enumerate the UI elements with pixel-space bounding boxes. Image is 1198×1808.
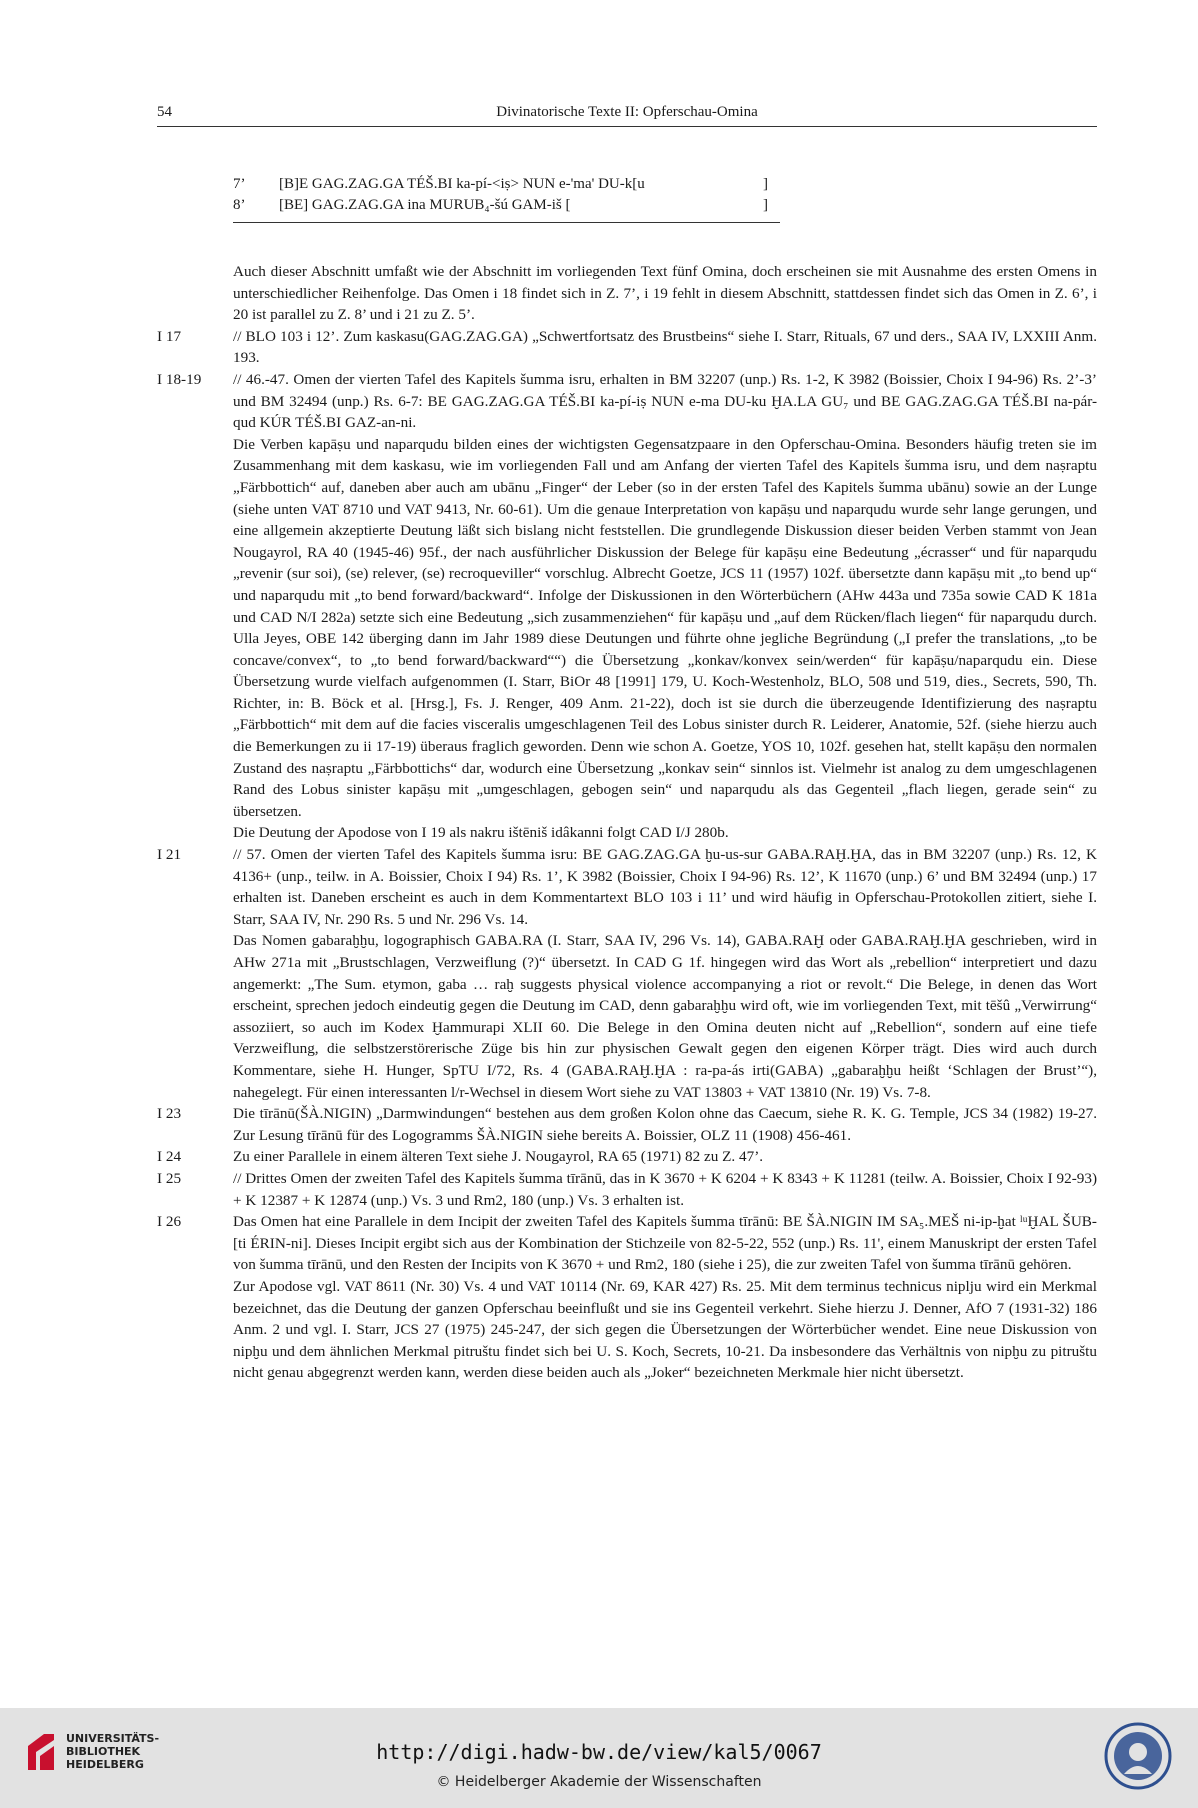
commentary-intro xyxy=(157,261,1097,326)
line-reference: I 17 xyxy=(157,327,182,345)
commentary-entry xyxy=(157,1146,1097,1168)
line-number: 8’ xyxy=(233,197,246,213)
commentary xyxy=(157,261,1097,1384)
commentary-entry xyxy=(157,844,1097,1103)
commentary-entry xyxy=(157,369,1097,844)
line-bracket: ] xyxy=(763,197,768,213)
commentary-entry xyxy=(157,1211,1097,1384)
footer-bar xyxy=(0,1708,1198,1808)
paragraph: Das Nomen gabaraḫḫu, logographisch GABA.RA (I. Starr, SAA IV, 296 Vs. 14), GABA.RAḪ oder GABA.RAḪ.ḪA geschrieben, wird in AHw 271a mit „Brustschlagen, Verzweiflung (?)“ übersetzt. In CAD G 1f. hingegen wird das Wort als „rebellion“ interpretiert und dazu angemerkt: „The Sum. etymon, gaba … raḫ suggests physical violence accompanying a riot or revolt.“ Die Belege, in denen das Wort erscheint, sprechen jedoch eindeutig gegen die Deutung im CAD, denn gabaraḫḫu wird oft, wie im vorliegenden Text, mit tēšû „Verwirrung“ assoziiert, so auch im Kodex Ḫammurapi XLII 60. Die Belege in den Omina deuten nicht auf „Rebellion“, sondern auf eine tiefe Verzweiflung, die selbstzerstörerische Züge bis hin zur physischen Gewalt gegen den eigenen Körper trägt. Dies wird auch durch Kommentare, siehe H. Hunger, SpTU I/72, Rs. 4 (GABA.RAḪ.ḪA : ra-pa-ás irti(GABA) „gabaraḫḫu heißt ‘Schlagen der Brust’“), nahegelegt. Für einen interessanten l/r-Wechsel in diesem Wort siehe zu VAT 13803 + VAT 13810 (Nr. 19) Vs. 7-8. xyxy=(233,932,1097,1101)
line-transliteration: [B]E GAG.ZAG.GA TÉŠ.BI ka-pí-<iṣ> NUN e-'ma' DU-k[u xyxy=(279,176,645,192)
excerpt-line xyxy=(233,195,780,216)
library-name-line: BIBLIOTHEK xyxy=(66,1745,141,1758)
paragraph: // BLO 103 i 12’. Zum kaskasu(GAG.ZAG.GA) „Schwertfortsatz des Brustbeins“ siehe I. Starr, Rituals, 67 und ders., SAA IV, LXXIII Anm. 193. xyxy=(233,327,1097,367)
page-header xyxy=(157,104,1097,127)
paragraph: // Drittes Omen der zweiten Tafel des Kapitels šumma tīrānū, das in K 3670 + K 6204 + K 8343 + K 11281 (teilw. A. Boissier, Choix I 92-93) + K 12387 + K 12874 (unp.) Vs. 3 und Rm2, 180 (unp.) Vs. 3 erhalten ist. xyxy=(233,1169,1097,1209)
commentary-entry xyxy=(157,1168,1097,1211)
paragraph: Die Deutung der Apodose von I 19 als nakru ištēniš idâkanni folgt CAD I/J 280b. xyxy=(233,824,729,842)
line-reference: I 23 xyxy=(157,1105,182,1123)
paragraph: Das Omen hat eine Parallele in dem Incipit der zweiten Tafel des Kapitels šumma tīrānū: BE ŠÀ.NIGIN IM SA₅.MEŠ ni-ip-ḫat ˡᵘḪAL ŠUB-[ti ÉRIN-ni]. Dieses Incipit ergibt sich aus der Kombination der Stichzeile von 82-5-22, 552 (unp.) Rs. 11', einem Manuskript der ersten Tafel von šumma tīrānū, und den Resten der Incipits von K 3670 + und Rm2, 180 (siehe i 25), die zur zweiten Tafel von šumma tīrānū gehören. xyxy=(233,1213,1097,1274)
paragraph: Die tīrānū(ŠÀ.NIGIN) „Darmwindungen“ bestehen aus dem großen Kolon ohne das Caecum, siehe R. K. G. Temple, JCS 34 (1982) 19-27. Zur Lesung tīrānū für des Logogramms ŠÀ.NIGIN siehe bereits A. Boissier, OLZ 11 (1908) 456-461. xyxy=(233,1105,1097,1144)
text-excerpt xyxy=(233,174,780,223)
paragraph: Zur Apodose vgl. VAT 8611 (Nr. 30) Vs. 4 und VAT 10114 (Nr. 69, KAR 427) Rs. 25. Mit dem terminus technicus niplju wird ein Merkmal bezeichnet, das die Deutung der ganzen Opferschau beeinflußt und sie ins Gegenteil verkehrt. Siehe hierzu J. Denner, AfO 7 (1931-32) 186 Anm. 2 und vgl. I. Starr, JCS 27 (1975) 245-247, der sich gegen die Übersetzungen der Wörterbücher wendet. Eine neue Diskussion von nipḫu und dem ähnlichen Merkmal pitruštu findet sich bei U. S. Koch, Secrets, 10-21. Da insbesondere das Verhältnis von nipḫu zu pitruštu nicht genau abgegrenzt werden kann, werden diese beiden auch als „Joker“ bezeichneten Merkmale hier nicht übersetzt. xyxy=(233,1277,1097,1382)
paragraph: Die Verben kapāṣu und naparqudu bilden eines der wichtigsten Gegensatzpaare in den Opferschau-Omina. Besonders häufig treten sie im Zusammenhang mit dem kaskasu, wie im vorliegenden Fall und am Anfang der vierten Tafel des Kapitels šumma isru, und dem naṣraptu „Färbbottich“ auf, daneben aber auch am ubānu „Finger“ der Leber (so in der ersten Tafel des Kapitels šumma ubānu) sowie an der Lunge (siehe unten VAT 8710 und VAT 9413, Nr. 60-61). Um die genaue Interpretation von kapāṣu und naparqudu wurde sehr lange gerungen, und eine allgemein akzeptierte Deutung läßt sich bislang nicht feststellen. Die grundlegende Diskussion dieser beiden Verben stammt von Jean Nougayrol, RA 40 (1945-46) 95f., der nach ausführlicher Diskussion der Belege für kapāṣu eine Bedeutung „écrasser“ und für naparqudu „revenir (sur soi), (se) relever, (se) recroqueviller“ vorschlug. Albrecht Goetze, JCS 11 (1957) 102f. übersetzte dann kapāṣu mit „to bend up“ und naparqudu mit „to bend forward/backward“. Infolge der Diskussionen in den Wörterbüchern (AHw 443a und 735a sowie CAD K 181a und CAD N/I 282a) setzte sich eine Bedeutung „sich zusammenziehen“ für kapāṣu und „auf dem Rücken/flach liegen“ für naparqudu durch. Ulla Jeyes, OBE 142 überging dann im Jahr 1989 diese Deutungen und führte ohne jegliche Begründung („I prefer the translations, „to be concave/convex“, to „to bend forward/backward““) die Übersetzung „konkav/konvex sein/werden“ für kapāṣu/naparqudu ein. Diese Übersetzung wurde vielfach aufgenommen (I. Starr, BiOr 48 [1991] 179, U. Koch-Westenholz, BLO, 508 und 519, dies., Secrets, 590, Th. Richter, in: B. Böck et al. [Hrsg.], Fs. J. Renger, 409 Anm. 21-22), doch ist sie durch die überzeugende Identifizierung des naṣraptu „Färbbottich“ mit dem auf die facies visceralis umgeschlagenen Teil des Lobus sinister durch R. Leiderer, Anatomie, 52f. (siehe hierzu auch die Bemerkungen zu ii 17-19) überaus fraglich geworden. Denn wie schon A. Goetze, YOS 10, 102f. gesehen hat, stellt kapāṣu den normalen Zustand des naṣraptu „Färbbottichs“ dar, wodurch eine Übersetzung „konkav sein“ sinnlos ist. Vielmehr ist analog zu dem umgeschlagenen Rand des Lobus sinister kapāṣu mit „umgeschlagen, gebogen sein“ und naparqudu als das Gegenteil „flach liegen, gerade sein“ zu übersetzen. xyxy=(233,435,1097,820)
academy-seal-icon xyxy=(1104,1722,1172,1790)
line-reference: I 25 xyxy=(157,1169,182,1187)
commentary-entry xyxy=(157,1103,1097,1146)
line-reference: I 26 xyxy=(157,1213,182,1231)
library-name-line: UNIVERSITÄTS- xyxy=(66,1732,160,1745)
permalink-url[interactable]: http://digi.hadw-bw.de/view/kal5/0067 xyxy=(376,1740,822,1764)
line-transliteration: [BE] GAG.ZAG.GA ina MURUB₄-šú GAM-iš [ xyxy=(279,197,571,213)
paragraph: Zu einer Parallele in einem älteren Text siehe J. Nougayrol, RA 65 (1971) 82 zu Z. 47’. xyxy=(233,1148,764,1166)
running-title: Divinatorische Texte II: Opferschau-Omina xyxy=(496,104,758,120)
commentary-entry xyxy=(157,326,1097,369)
library-name-line: HEIDELBERG xyxy=(66,1758,144,1771)
line-reference: I 18-19 xyxy=(157,370,202,388)
paragraph: // 46.-47. Omen der vierten Tafel des Kapitels šumma isru, erhalten in BM 32207 (unp.) Rs. 1-2, K 3982 (Boissier, Choix I 94-96) Rs. 2’-3’ und BM 32494 (unp.) Rs. 6-7: BE GAG.ZAG.GA TÉŠ.BI ka-pí-iṣ NUN e-ma DU-ku ḪA.LA GU₇ und BE GAG.ZAG.GA TÉŠ.BI na-pár-qud KÚR TÉŠ.BI GAZ-an-ni. xyxy=(233,370,1097,432)
paragraph: // 57. Omen der vierten Tafel des Kapitels šumma isru: BE GAG.ZAG.GA ḫu-us-sur GABA.RAḪ.ḪA, das in BM 32207 (unp.) Rs. 12, K 4136+ (unp., teilw. in A. Boissier, Choix I 94) Rs. 1’, K 3982 (Boissier, Choix I 94-96) Rs. 12’, K 11670 (unp.) 6’ und BM 32494 (unp.) 17 erhalten ist. Daneben erscheint es auch in dem Kommentartext BLO 103 i 11’ und wird häufig in Opferschau-Protokollen zitiert, siehe I. Starr, SAA IV, Nr. 290 Rs. 5 und Nr. 296 Vs. 14. xyxy=(233,846,1097,928)
page-number: 54 xyxy=(157,104,172,120)
line-reference: I 21 xyxy=(157,846,182,864)
line-bracket: ] xyxy=(763,176,768,192)
copyright-notice: © Heidelberger Akademie der Wissenschaften xyxy=(436,1774,762,1790)
excerpt-line xyxy=(233,174,780,195)
line-reference: I 24 xyxy=(157,1148,182,1166)
paragraph: Auch dieser Abschnitt umfaßt wie der Abschnitt im vorliegenden Text fünf Omina, doch erscheinen sie mit Ausnahme des ersten Omens in unterschiedlicher Reihenfolge. Das Omen i 18 findet sich in Z. 7’, i 19 fehlt in diesem Abschnitt, stattdessen findet sich das Omen in Z. 6’, i 20 ist parallel zu Z. 8’ und i 21 zu Z. 5’. xyxy=(233,263,1097,324)
line-number: 7’ xyxy=(233,176,246,192)
